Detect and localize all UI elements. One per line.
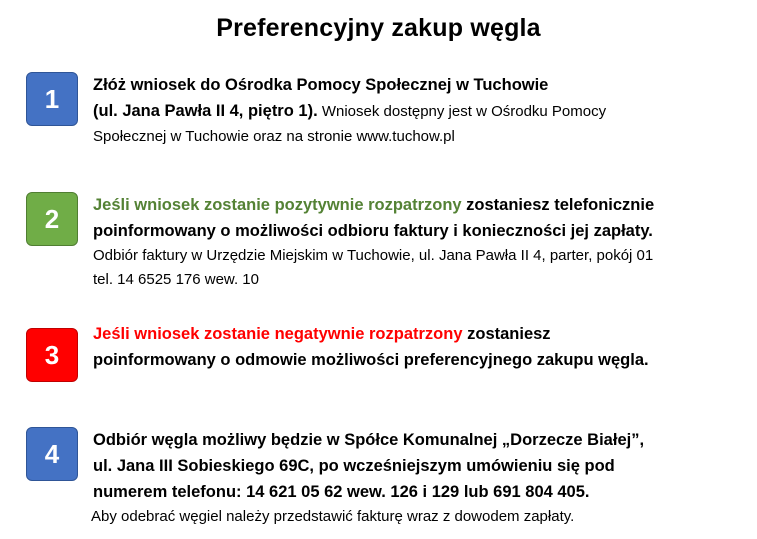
- step-4-line-4: Aby odebrać węgiel należy przedstawić fakturę wraz z dowodem zapłaty.: [91, 508, 575, 525]
- step-2-line-3: Odbiór faktury w Urzędzie Miejskim w Tuchowie, ul. Jana Pawła II 4, parter, pokój 01: [93, 247, 654, 264]
- page-title: Preferencyjny zakup węgla: [216, 14, 541, 42]
- step-4-line-1: Odbiór węgla możliwy będzie w Spółce Komunalnej „Dorzecze Białej”,: [93, 431, 645, 449]
- step-3-line-1-rest: zostaniesz: [462, 325, 551, 343]
- step-4-line-3: numerem telefonu: 14 621 05 62 wew. 126 i 129 lub 691 804 405.: [93, 483, 590, 501]
- step-2-line-1-rest: zostaniesz telefonicznie: [461, 196, 655, 214]
- step-3-text: [93, 321, 743, 373]
- step-2-line-2: poinformowany o możliwości odbioru faktury i konieczności jej zapłaty.: [93, 222, 653, 240]
- step-1-line-2: [93, 98, 743, 125]
- step-1-text: [93, 72, 743, 149]
- step-2-text: [93, 192, 743, 292]
- step-4-number-badge: 4: [26, 427, 78, 481]
- step-1-number-badge: 1: [26, 72, 78, 126]
- step-3-number-badge: 3: [26, 328, 78, 382]
- step-2-number-badge: 2: [26, 192, 78, 246]
- step-2-positive-highlight: Jeśli wniosek zostanie pozytywnie rozpatrzony: [93, 196, 462, 214]
- step-1-line-1: Złóż wniosek do Ośrodka Pomocy Społecznej w Tuchowie: [93, 76, 549, 94]
- step-2-line-1: [93, 192, 743, 218]
- step-3-negative-highlight: Jeśli wniosek zostanie negatywnie rozpatrzony: [93, 325, 463, 343]
- step-1-line-3: Społecznej w Tuchowie oraz na stronie www.tuchow.pl: [93, 128, 455, 145]
- step-3-line-1: [93, 321, 743, 347]
- step-3-line-2: poinformowany o odmowie możliwości preferencyjnego zakupu węgla.: [93, 351, 649, 369]
- step-2-line-4: tel. 14 6525 176 wew. 10: [93, 271, 259, 288]
- step-1-availability: Wniosek dostępny jest w Ośrodku Pomocy: [317, 103, 607, 120]
- step-1-address: (ul. Jana Pawła II 4, piętro 1).: [93, 102, 318, 120]
- step-4-line-2: ul. Jana III Sobieskiego 69C, po wcześniejszym umówieniu się pod: [93, 457, 615, 475]
- step-4-text: [93, 427, 743, 529]
